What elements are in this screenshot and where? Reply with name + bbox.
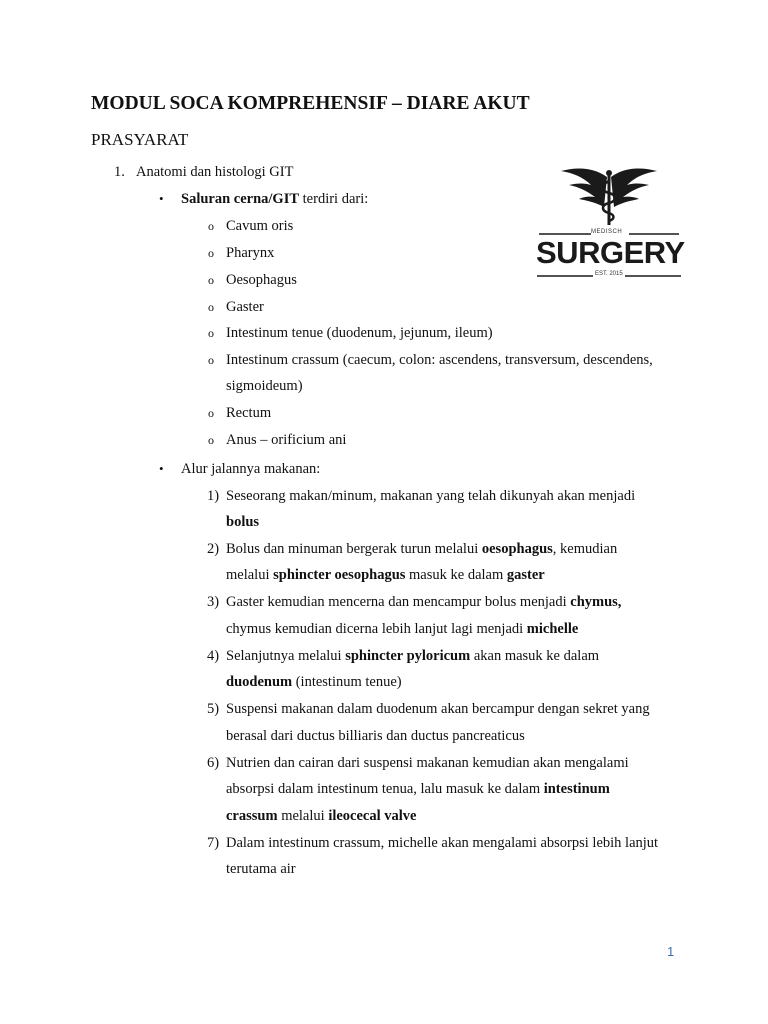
circle-bullet-icon: o: [208, 300, 214, 314]
bold-term: sphincter oesophagus: [273, 567, 406, 583]
list-item-continuation: sigmoideum): [226, 378, 303, 394]
step-4-line-2: [226, 673, 402, 691]
bullet-icon: •: [159, 461, 164, 476]
bold-term: intestinum: [543, 781, 610, 797]
text: Gaster kemudian mencerna dan mencampur bolus menjadi: [226, 594, 571, 610]
text: Bolus dan minuman bergerak turun melalui: [226, 541, 482, 557]
step-6-line-1: Nutrien dan cairan dari suspensi makanan kemudian akan mengalami: [226, 755, 629, 771]
step-number: 4): [207, 648, 220, 664]
list-item: Cavum oris: [226, 218, 294, 234]
list-item: Gaster: [226, 299, 264, 315]
bullet-text-saluran: [181, 190, 368, 208]
step-number: 2): [207, 541, 220, 557]
list-item: Anus – orificium ani: [226, 432, 347, 448]
step-3-line-1: [226, 593, 621, 611]
list-item: Intestinum crassum (caecum, colon: ascendens, transversum, descendens,: [226, 352, 653, 368]
bold-term: oesophagus: [481, 541, 553, 557]
bold-term: gaster: [506, 567, 545, 583]
list-item: Rectum: [226, 405, 272, 421]
logo-small-text: MEDISCH: [591, 229, 623, 235]
step-2-line-1: [226, 540, 617, 558]
text: absorpsi dalam intestinum tenua, lalu masuk ke dalam: [226, 781, 544, 797]
bullet-text-alur: Alur jalannya makanan:: [181, 461, 321, 477]
bold-term: crassum: [226, 808, 278, 824]
bullet-icon: •: [159, 191, 164, 206]
circle-bullet-icon: o: [208, 406, 214, 420]
list-item: Intestinum tenue (duodenum, jejunum, ileum): [226, 325, 493, 341]
logo-est-text: EST. 2015: [595, 271, 623, 277]
step-number: 6): [207, 755, 220, 771]
text: chymus kemudian dicerna lebih lanjut lagi menjadi: [226, 621, 527, 637]
step-6-line-2: [226, 780, 610, 798]
section-heading: PRASYARAT: [91, 130, 189, 149]
text: melalui: [226, 567, 274, 583]
step-number: 7): [207, 835, 220, 851]
bold-term: Saluran cerna/GIT: [181, 191, 300, 207]
list-item: Pharynx: [226, 245, 275, 261]
step-number: 1): [207, 488, 220, 504]
list-item: Oesophagus: [226, 272, 297, 288]
bold-term: bolus: [226, 514, 260, 530]
logo-big-text: SURGERY: [536, 235, 685, 270]
step-2-line-2: [226, 566, 545, 584]
step-3-line-2: [226, 620, 578, 638]
text: (intestinum tenue): [292, 674, 402, 690]
step-4-line-1: [226, 647, 599, 665]
circle-bullet-icon: o: [208, 353, 214, 367]
numbered-item-text: Anatomi dan histologi GIT: [136, 164, 294, 180]
bold-term: michelle: [526, 621, 579, 637]
numbered-index: 1.: [114, 164, 125, 180]
circle-bullet-icon: o: [208, 273, 214, 287]
text: masuk ke dalam: [405, 567, 507, 583]
bold-term: ileocecal valve: [328, 808, 417, 824]
page-number: 1: [667, 944, 675, 959]
step-7-line-1: Dalam intestinum crassum, michelle akan mengalami absorpsi lebih lanjut: [226, 835, 659, 851]
text: akan masuk ke dalam: [470, 648, 600, 664]
step-5-line-1: Suspensi makanan dalam duodenum akan bercampur dengan sekret yang: [226, 701, 650, 717]
circle-bullet-icon: o: [208, 246, 214, 260]
text: Selanjutnya melalui: [226, 648, 346, 664]
bold-term: chymus,: [570, 594, 622, 610]
step-1-line-1: Seseorang makan/minum, makanan yang telah dikunyah akan menjadi: [226, 488, 636, 504]
bullet-text-rest: terdiri dari:: [299, 191, 369, 207]
text: melalui: [277, 808, 329, 824]
document-title: MODUL SOCA KOMPREHENSIF – DIARE AKUT: [91, 93, 530, 114]
step-1-line-2: [226, 513, 259, 531]
bold-term: duodenum: [226, 674, 293, 690]
step-number: 3): [207, 594, 220, 610]
step-number: 5): [207, 701, 220, 717]
circle-bullet-icon: o: [208, 433, 214, 447]
bold-term: sphincter pyloricum: [345, 648, 471, 664]
step-7-line-2: terutama air: [226, 861, 296, 877]
circle-bullet-icon: o: [208, 219, 214, 233]
step-5-line-2: berasal dari ductus billiaris dan ductus pancreaticus: [226, 728, 525, 744]
circle-bullet-icon: o: [208, 326, 214, 340]
medisch-surgery-logo: [533, 163, 685, 283]
step-6-line-3: [226, 807, 416, 825]
text: , kemudian: [552, 541, 618, 557]
